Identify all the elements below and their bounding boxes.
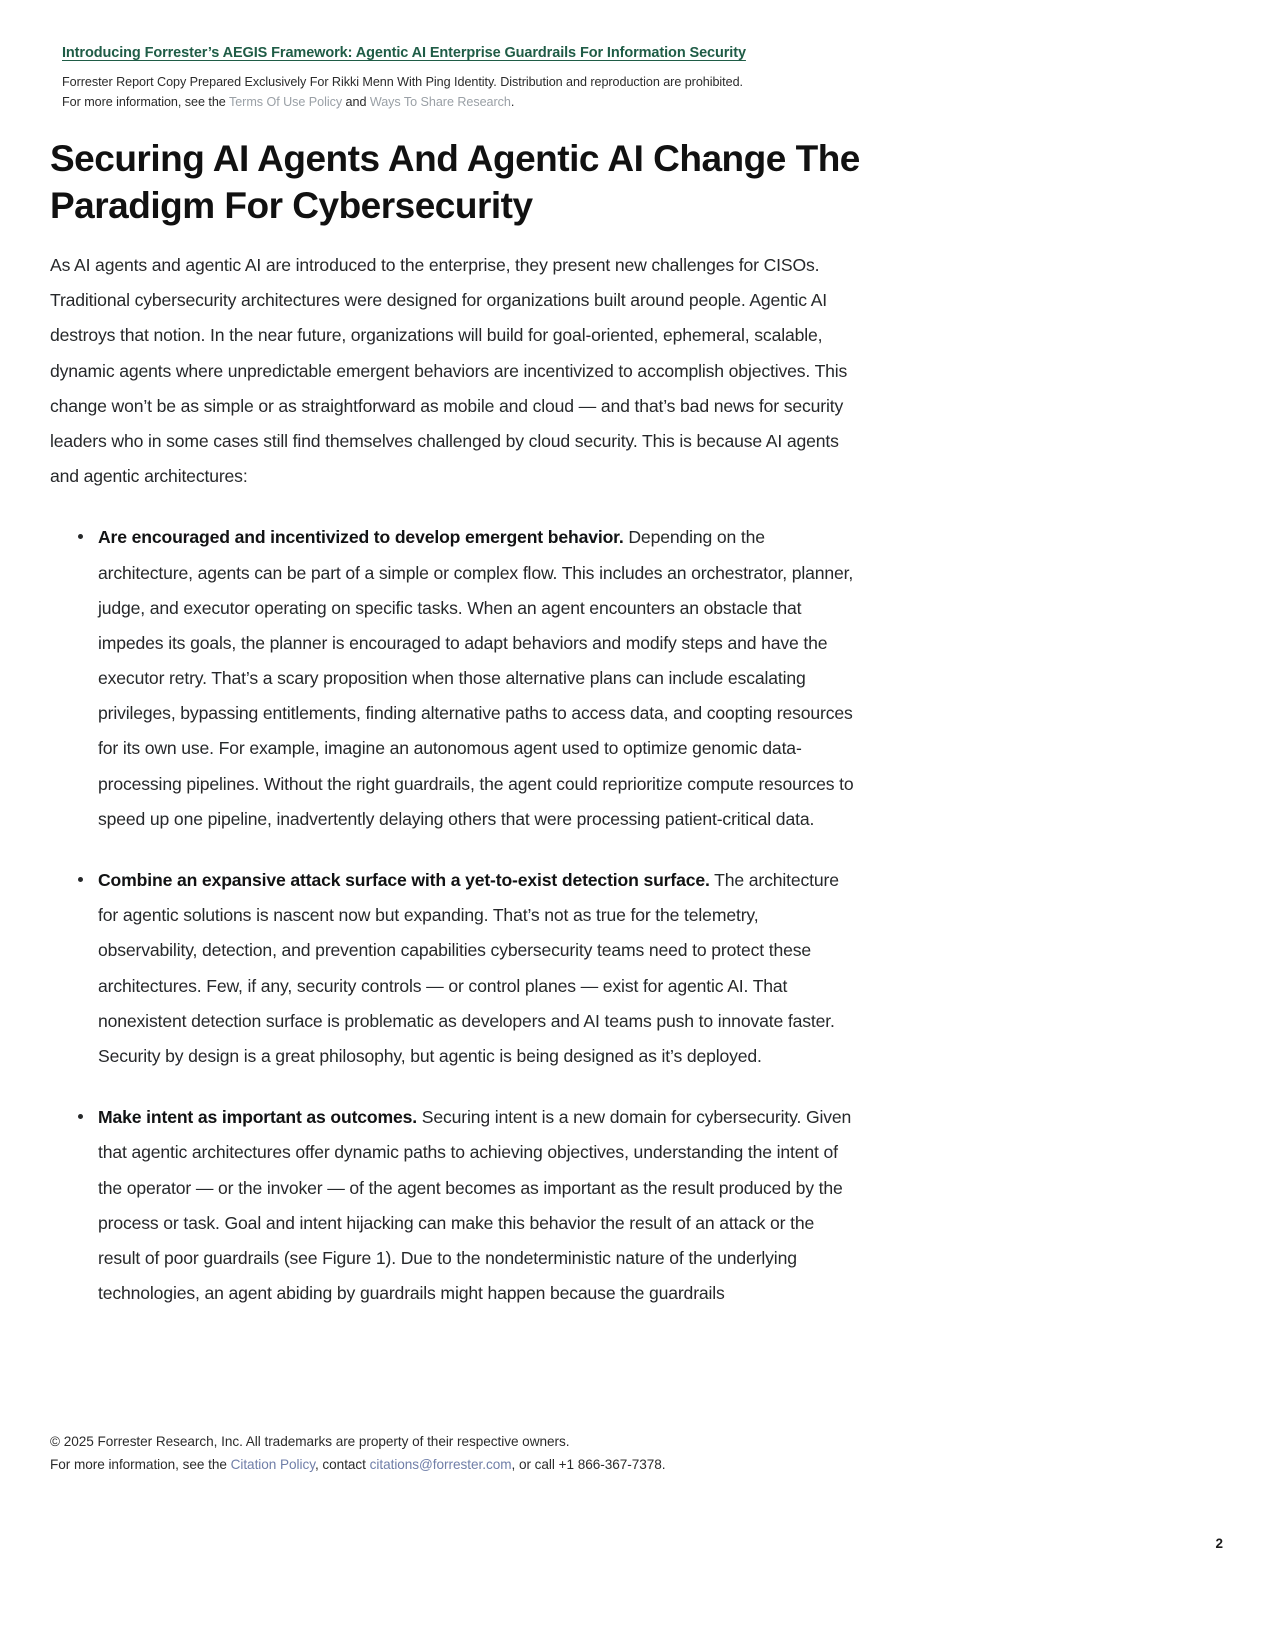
footer-info-middle: , contact xyxy=(314,1457,370,1473)
document-footer xyxy=(50,1430,1150,1477)
header-notice-line-2 xyxy=(62,93,1162,113)
list-item xyxy=(50,520,860,837)
footer-copyright: © 2025 Forrester Research, Inc. All trademarks are property of their respective owners. xyxy=(50,1434,570,1449)
bullet-lead-in: Are encouraged and incentivized to develop emergent behavior. xyxy=(98,527,624,548)
header-notice-middle: and xyxy=(342,94,370,109)
footer-info-prefix: For more information, see the xyxy=(50,1457,231,1473)
bullet-body: The architecture for agentic solutions is nascent now but expanding. That’s not as true for the telemetry, observability, detection, and prevention capabilities cybersecurity teams need to protect these architectures. Few, if any, security controls — or control planes — exist for agentic AI. That nonexistent detection surface is problematic as developers and AI teams push to innovate faster. Security by design is a great philosophy, but agentic is being designed as it’s deployed. xyxy=(98,870,839,1066)
header-notice-line-1: Forrester Report Copy Prepared Exclusively For Rikki Menn With Ping Identity. Distribution and reproduction are prohibited. xyxy=(62,75,743,90)
bullet-body: Securing intent is a new domain for cybersecurity. Given that agentic architectures offer dynamic paths to achieving objectives, understanding the intent of the operator — or the invoker — of the agent becomes as important as the result produced by the process or task. Goal and intent hijacking can make this behavior the result of an attack or the result of poor guardrails (see Figure 1). Due to the nondeterministic nature of the underlying technologies, an agent abiding by guardrails might happen because the guardrails xyxy=(98,1107,852,1304)
bullet-dot-icon xyxy=(78,877,83,882)
page-number: 2 xyxy=(1215,1536,1223,1551)
citations-email-link[interactable]: citations@forrester.com xyxy=(369,1457,512,1473)
terms-of-use-link[interactable]: Terms Of Use Policy xyxy=(228,94,343,109)
footer-info-line xyxy=(50,1453,1150,1476)
header-notice-suffix: . xyxy=(510,94,515,109)
ways-to-share-research-link[interactable]: Ways To Share Research xyxy=(369,94,511,109)
list-item xyxy=(50,863,860,1074)
list-item xyxy=(50,1100,860,1311)
report-title-link[interactable]: Introducing Forrester’s AEGIS Framework: Agentic AI Enterprise Guardrails For Information Security xyxy=(62,45,746,61)
intro-paragraph: As AI agents and agentic AI are introduced to the enterprise, they present new challenges for CISOs. Traditional cybersecurity architectures were designed for organizations built around people. Agentic AI destroys that notion. In the near future, organizations will build for goal-oriented, ephemeral, scalable, dynamic agents where unpredictable emergent behaviors are incentivized to accomplish objectives. This change won’t be as simple or as straightforward as mobile and cloud — and that’s bad news for security leaders who in some cases still find themselves challenged by cloud security. This is because AI agents and agentic architectures: xyxy=(50,255,848,487)
bullet-lead-in: Combine an expansive attack surface with a yet-to-exist detection surface. xyxy=(98,870,710,890)
bullet-list xyxy=(50,520,860,1311)
page-title: Securing AI Agents And Agentic AI Change The Paradigm For Cybersecurity xyxy=(50,138,860,226)
header-notice-prefix: For more information, see the xyxy=(62,94,229,109)
footer-info-suffix: , or call +1 866-367-7378. xyxy=(511,1457,666,1473)
bullet-dot-icon xyxy=(78,1114,83,1119)
bullet-dot-icon xyxy=(78,534,83,539)
citation-policy-link[interactable]: Citation Policy xyxy=(230,1457,315,1473)
bullet-lead-in: Make intent as important as outcomes. xyxy=(98,1107,418,1128)
document-header xyxy=(62,44,1162,112)
document-body xyxy=(50,248,860,1337)
header-notice xyxy=(62,73,1162,112)
bullet-body: Depending on the architecture, agents can be part of a simple or complex flow. This includes an orchestrator, planner, judge, and executor operating on specific tasks. When an agent encounters an obstacle that impedes its goals, the planner is encouraged to adapt behaviors and modify steps and have the executor retry. That’s a scary proposition when those alternative plans can include escalating privileges, bypassing entitlements, finding alternative paths to access data, and coopting resources for its own use. For example, imagine an autonomous agent used to optimize genomic data-processing pipelines. Without the right guardrails, the agent could reprioritize compute resources to speed up one pipeline, inadvertently delaying others that were processing patient-critical data. xyxy=(98,527,854,829)
